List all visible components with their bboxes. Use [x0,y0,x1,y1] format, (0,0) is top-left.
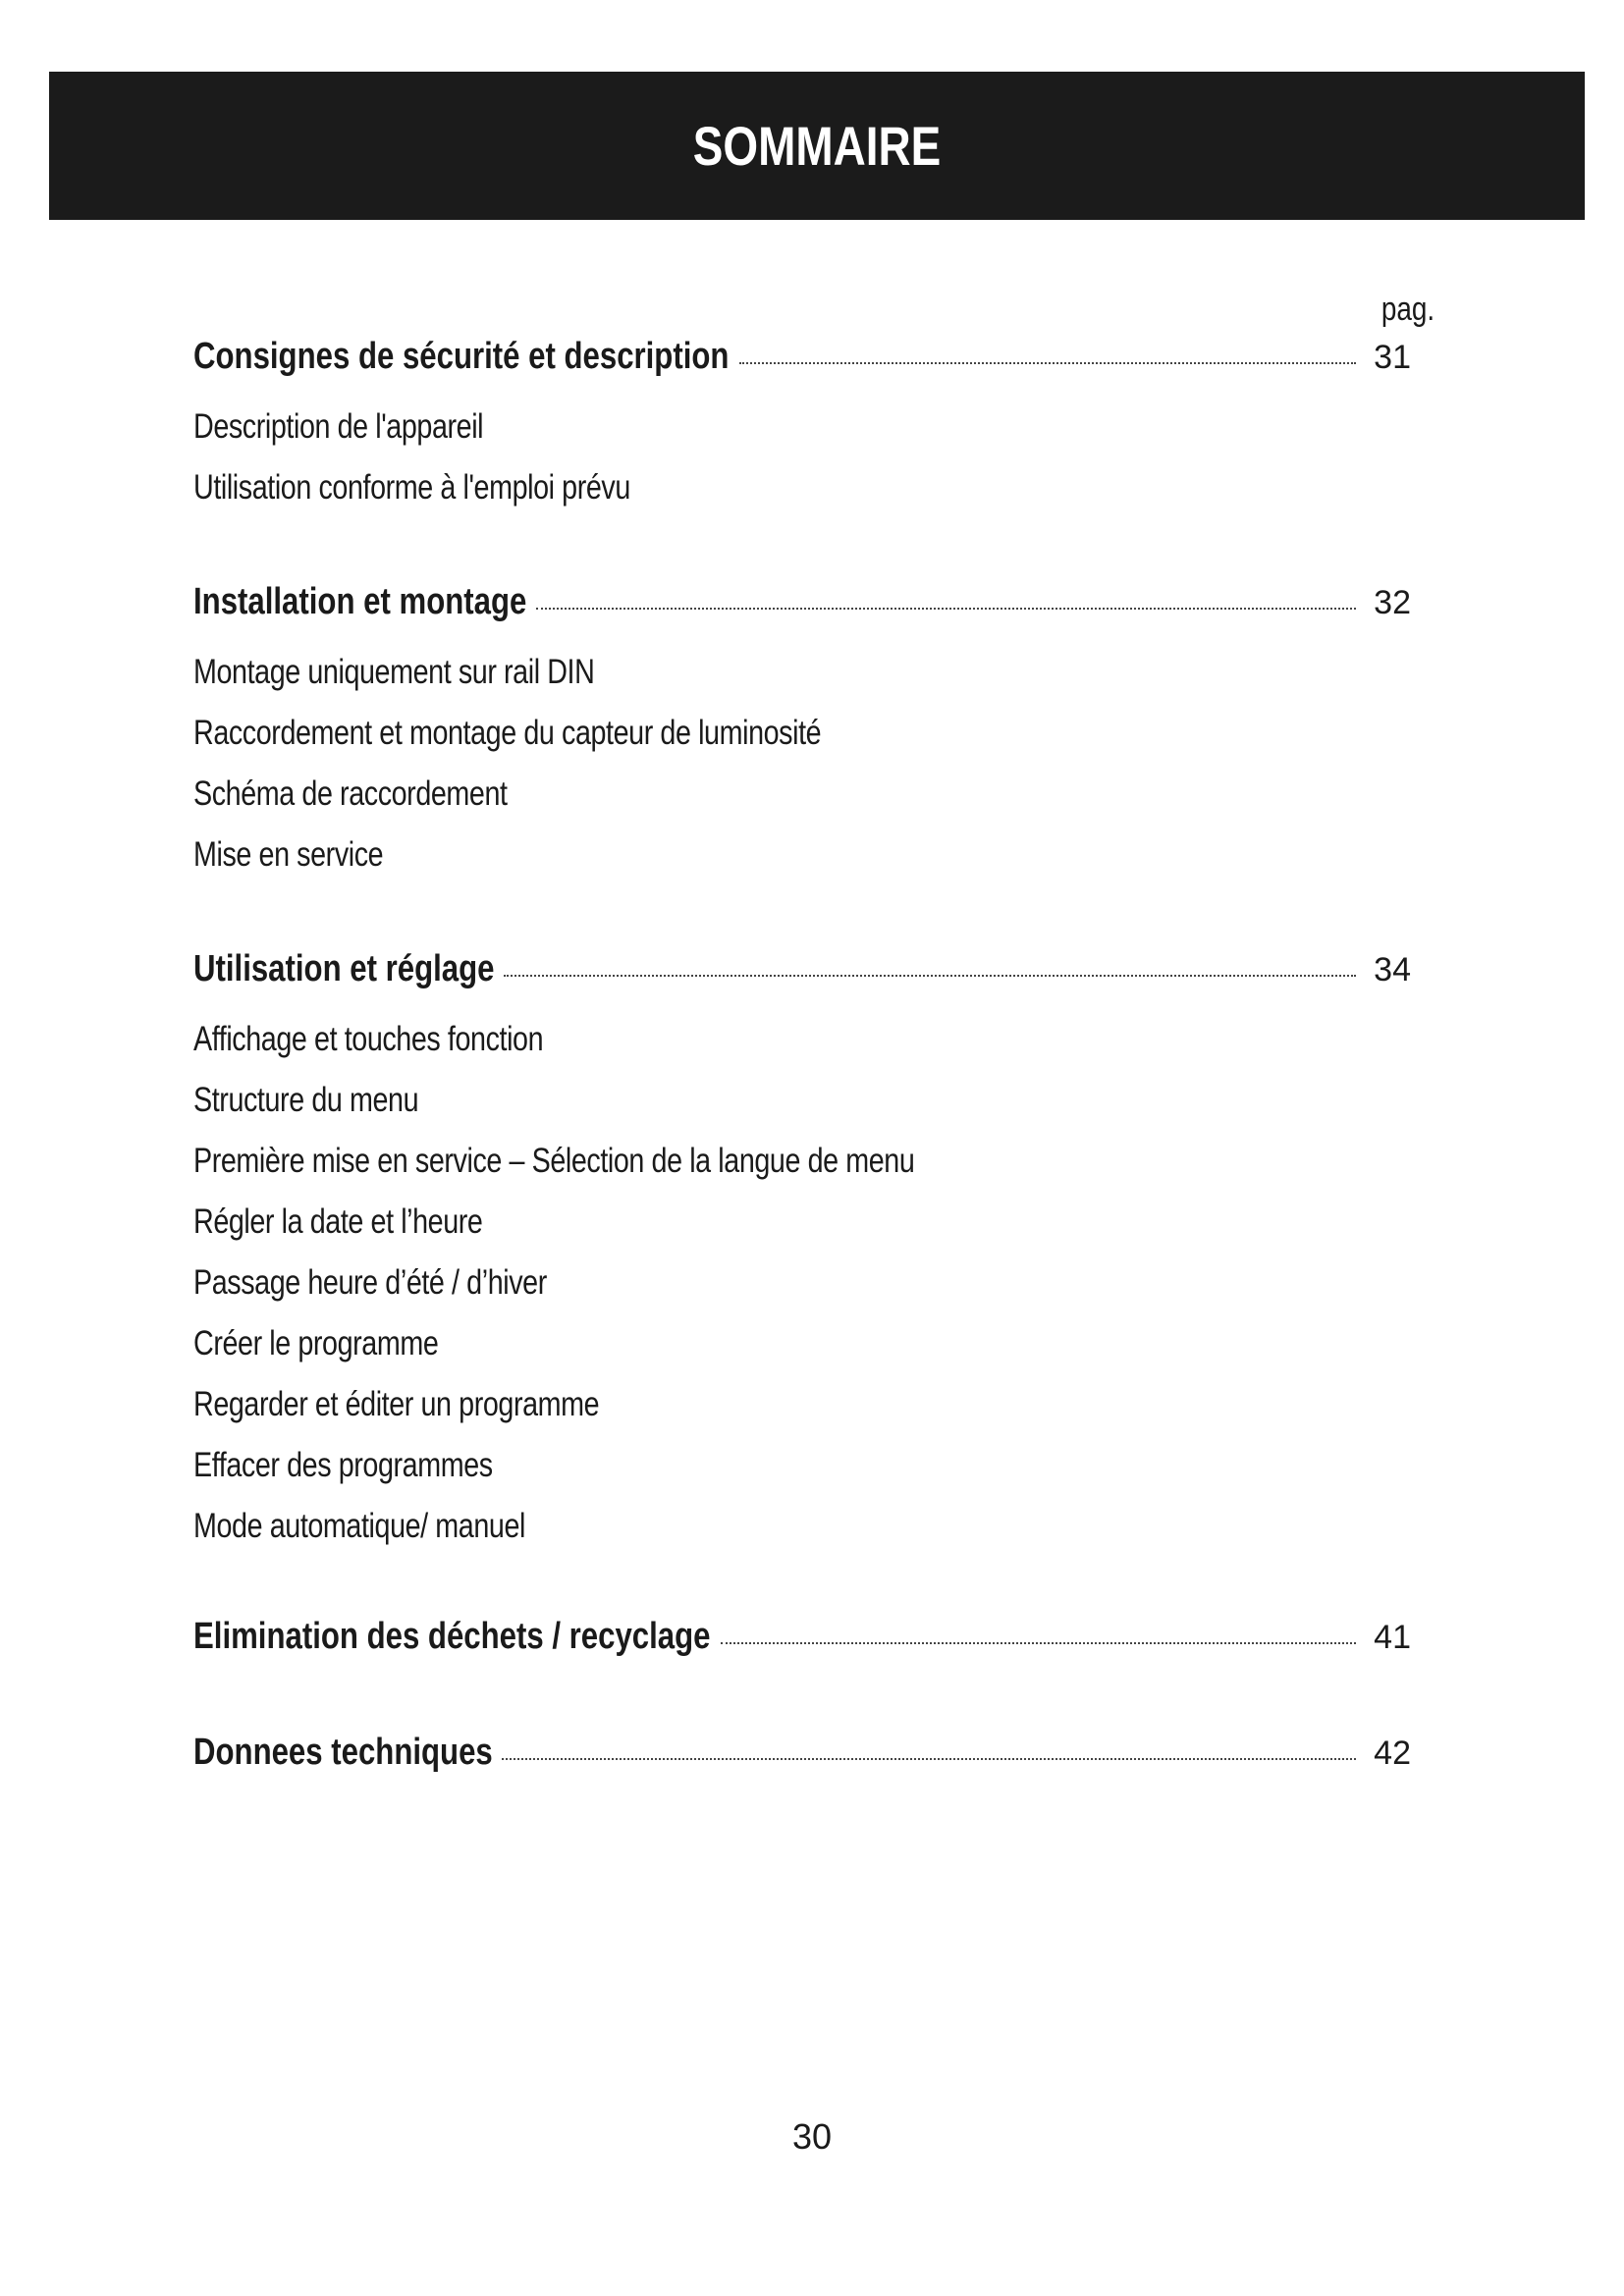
toc-item[interactable] [193,1253,1411,1313]
toc-item[interactable] [193,1374,1411,1435]
toc-item[interactable] [193,457,1411,518]
toc-section-heading[interactable] [193,336,1411,397]
toc-item[interactable] [193,642,1411,703]
toc-section-page: 32 [1374,584,1411,621]
toc-section-heading[interactable] [193,948,1411,1009]
toc-item-label: Raccordement et montage du capteur de luminosité [193,714,822,752]
page-column-label: pag. [1380,291,1435,328]
toc-section-page: 34 [1374,951,1411,988]
toc-section-page: 41 [1374,1619,1411,1656]
dot-leader [536,608,1356,610]
toc-section [193,336,1411,518]
toc-item[interactable] [193,1009,1411,1070]
toc-section [193,1732,1411,1792]
toc-section-title: Elimination des déchets / recyclage [193,1616,711,1657]
page-number: 30 [791,2116,833,2157]
title-banner [49,72,1585,220]
toc-section-title: Utilisation et réglage [193,948,495,989]
toc-section [193,581,1411,885]
toc-item[interactable] [193,703,1411,764]
toc-section-heading[interactable] [193,1732,1411,1792]
toc-section [193,948,1411,1557]
toc-item-label: Mode automatique/ manuel [193,1507,525,1545]
toc-item[interactable] [193,1435,1411,1496]
toc-item[interactable] [193,764,1411,825]
dot-leader [739,362,1356,364]
toc-section-title: Consignes de sécurité et description [193,336,730,377]
toc-item-label: Régler la date et l’heure [193,1202,483,1241]
toc-item-label: Schéma de raccordement [193,774,508,813]
toc-item-label: Effacer des programmes [193,1446,493,1484]
page-title: SOMMAIRE [692,115,942,177]
toc-item[interactable] [193,1192,1411,1253]
toc-section-title: Donnees techniques [193,1732,493,1773]
toc-section-page: 42 [1374,1735,1411,1772]
toc-item-label: Regarder et éditer un programme [193,1385,600,1423]
toc-item-label: Utilisation conforme à l'emploi prévu [193,468,630,507]
toc-section-title: Installation et montage [193,581,527,622]
toc-item[interactable] [193,1313,1411,1374]
toc-item[interactable] [193,397,1411,457]
toc-item[interactable] [193,1496,1411,1557]
toc-item-label: Montage uniquement sur rail DIN [193,653,595,691]
toc-item-label: Affichage et touches fonction [193,1020,544,1058]
toc-section-page: 31 [1374,339,1411,376]
table-of-contents [193,336,1411,1792]
dot-leader [721,1642,1357,1644]
toc-item-label: Créer le programme [193,1324,439,1362]
toc-item[interactable] [193,825,1411,885]
toc-item-label: Structure du menu [193,1081,419,1119]
toc-item-label: Mise en service [193,835,384,874]
toc-section-heading[interactable] [193,1616,1411,1677]
toc-item-label: Première mise en service – Sélection de la langue de menu [193,1142,915,1180]
toc-item-label: Passage heure d’été / d’hiver [193,1263,547,1302]
dot-leader [502,1758,1356,1760]
dot-leader [504,975,1356,977]
toc-item[interactable] [193,1131,1411,1192]
toc-item-label: Description de l'appareil [193,407,484,446]
toc-section [193,1616,1411,1677]
toc-item[interactable] [193,1070,1411,1131]
toc-section-heading[interactable] [193,581,1411,642]
